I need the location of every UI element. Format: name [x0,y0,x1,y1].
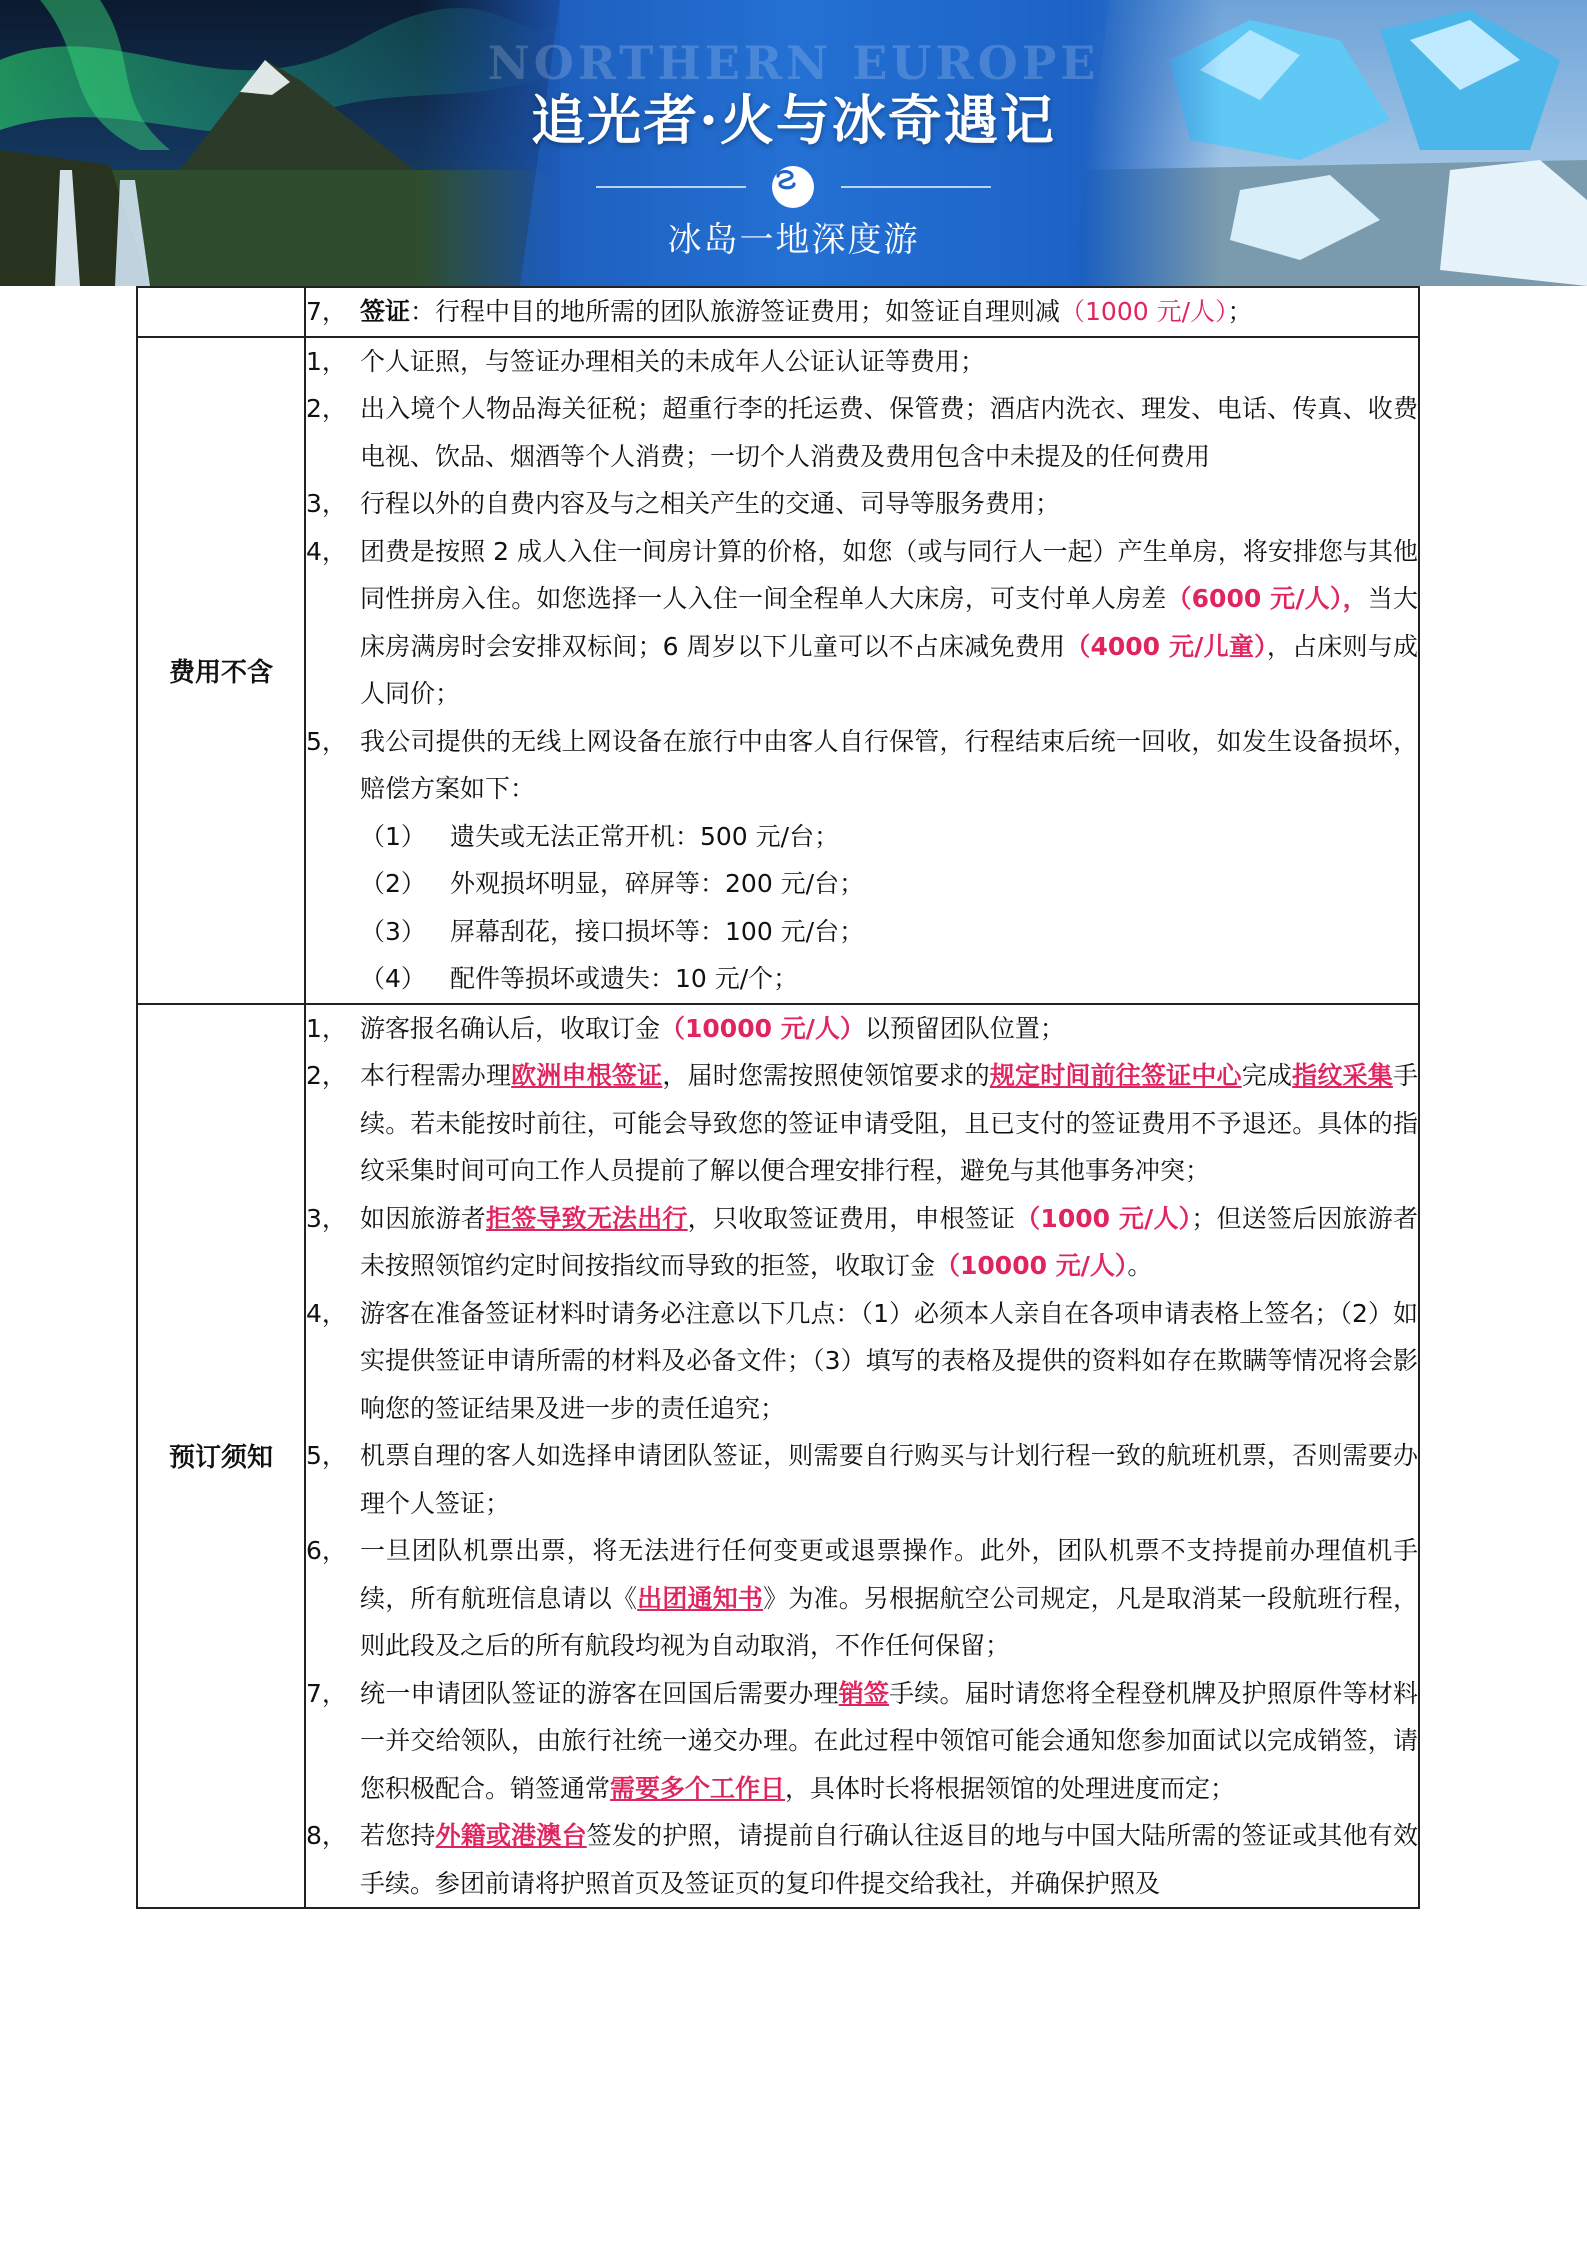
list-item [306,288,1418,336]
info-table-wrapper [136,286,1420,1909]
list-item [306,1527,1418,1670]
table-row-fees-excluded [137,337,1419,1004]
sub-item-text: 遗失或无法正常开机：500 元/台； [450,821,840,851]
logo-emblem-icon [772,166,814,208]
item-text: 签发的护照，请提前自行确认往返目的地与中国大陆所需的签证或其他有效手续。参团前请将护照首页及签证页的复印件提交给我社，并确保护照及 [360,1821,1418,1898]
row-content-fees-excluded [305,337,1419,1004]
item-number: 2， [306,394,347,423]
sub-item [306,955,1418,1003]
item-number: 1， [306,1013,347,1043]
banner-title: 追光者·火与冰奇遇记 [531,88,1056,152]
item-text: 统一申请团队签证的游客在回国后需要办理 [360,1678,839,1708]
item-text: 完成 [1241,1061,1293,1090]
sub-item-text: 配件等损坏或遗失：10 元/个； [450,964,799,993]
sub-item-number: （2） [360,869,426,898]
sub-item [306,908,1418,956]
list-item [306,1670,1418,1813]
item-text: 我公司提供的无线上网设备在旅行中由客人自行保管，行程结束后统一回收，如发生设备损坏，赔偿方案如下： [360,726,1418,803]
item-highlight: 拒签导致无法出行 [486,1203,688,1233]
banner-rule-right [841,186,991,188]
sub-item-number: （1） [360,821,426,851]
item-text: 出入境个人物品海关征税；超重行李的托运费、保管费；酒店内洗衣、理发、电话、传真、收费电视、饮品、烟酒等个人消费；一切个人消费及费用包含中未提及的任何费用 [360,394,1418,471]
item-number: 3， [306,489,347,518]
item-text: 个人证照，与签证办理相关的未成年人公证认证等费用； [360,346,986,376]
item-text: 手续。若未能按时前往，可能会导致您的签证申请受阻，且已支付的签证费用不予退还。具体的指纹采集时间可向工作人员提前了解以便合理安排行程，避免与其他事务冲突； [360,1061,1418,1185]
row-content-booking-notes [305,1004,1419,1909]
list-item [306,1812,1418,1907]
item-highlight: 出团通知书 [637,1583,764,1613]
table-row-booking-notes [137,1004,1419,1909]
item-highlight: （4000 元/儿童） [1065,631,1267,661]
item-text: ，具体时长将根据领馆的处理进度而定； [785,1773,1236,1803]
item-highlight: 规定时间前往签证中心 [989,1061,1242,1090]
item-highlight: 销签 [838,1678,890,1708]
sub-item [306,860,1418,908]
item-text: 游客在准备签证材料时请务必注意以下几点：（1）必须本人亲自在各项申请表格上签名；（2）如实提供签证申请所需的材料及必备文件；（3）填写的表格及提供的资料如存在欺瞒等情况将会影响您的签证结果及进一步的责任追究； [360,1298,1418,1423]
item-number: 5， [306,726,347,756]
row-label-fees-excluded: 费用不含 [137,337,305,1004]
item-number: 4， [306,1298,347,1328]
item-highlight: 外籍或港澳台 [435,1821,587,1850]
list-item [306,1432,1418,1527]
item-text: ，占床则与成人同价； [360,631,1418,708]
list-item [306,528,1418,718]
item-highlight: （10000 元/人） [935,1251,1128,1280]
item-number: 7， [306,1678,347,1708]
item-text: ；但送签后因旅游者未按照领馆约定时间按指纹而导致的拒签，收取订金 [360,1203,1418,1280]
list-item [306,1195,1418,1290]
row-content-continued [305,287,1419,337]
item-number: 4， [306,536,347,566]
item-number: 3， [306,1203,347,1233]
item-number: 1， [306,346,347,376]
item-highlight: 欧洲申根签证 [511,1061,663,1090]
item-text: 手续。届时请您将全程登机牌及护照原件等材料一并交给领队，由旅行社统一递交办理。在此过程中领馆可能会通知您参加面试以完成销签，请您积极配合。销签通常 [360,1678,1418,1803]
item-text: ，只收取签证费用，申根签证 [687,1203,1016,1233]
item-highlight: （10000 元/人） [660,1013,865,1043]
item-text: 若您持 [360,1821,436,1850]
item-text: 机票自理的客人如选择申请团队签证，则需要自行购买与计划行程一致的航班机票，否则需要办理个人签证； [360,1441,1418,1518]
item-text: ，届时您需按照使领馆要求的 [662,1061,990,1090]
list-item [306,1052,1418,1195]
item-highlight: （1000 元/人） [1060,297,1228,326]
item-text: 本行程需办理 [360,1061,512,1090]
item-number: 8， [306,1821,347,1850]
banner-subtitle: 冰岛一地深度游 [667,220,920,260]
banner-background-text: NORTHERN EUROPE [487,36,1100,90]
sub-item-number: （3） [360,916,426,946]
list-item [306,385,1418,480]
item-text: 以预留团队位置； [864,1013,1065,1043]
item-highlight: 指纹采集 [1292,1061,1393,1090]
item-text: 当大床房满房时会安排双标间；6 周岁以下儿童可以不占床减免费用 [360,584,1418,661]
item-text: 》为准。另根据航空公司规定，凡是取消某一段航班行程，则此段及之后的所有航段均视为自动取消，不作任何保留； [360,1583,1418,1660]
sub-item-text: 外观损坏明显，碎屏等：200 元/台； [450,869,865,898]
item-text: 。 [1127,1251,1153,1280]
info-table [136,286,1420,1909]
table-row-continued [137,287,1419,337]
item-keyword: 签证 [360,297,411,326]
list-item [306,338,1418,386]
item-text: 如因旅游者 [360,1203,487,1233]
list-item [306,718,1418,813]
sub-item [306,813,1418,861]
item-highlight: 需要多个工作日 [610,1773,786,1803]
item-text: ； [1227,297,1253,326]
sub-item-number: （4） [360,964,426,993]
item-number: 6， [306,1536,347,1565]
list-item [306,480,1418,528]
item-highlight: （1000 元/人） [1015,1203,1192,1233]
list-item [306,1005,1418,1053]
item-text: ：行程中目的地所需的团队旅游签证费用；如签证自理则减 [410,297,1061,326]
item-text: 行程以外的自费内容及与之相关产生的交通、司导等服务费用； [360,489,1061,518]
sub-item-text: 屏幕刮花，接口损坏等：100 元/台； [450,916,865,946]
list-item [306,1290,1418,1433]
row-label-booking-notes: 预订须知 [137,1004,305,1909]
item-number: 5， [306,1441,347,1470]
item-text: 一旦团队机票出票，将无法进行任何变更或退票操作。此外，团队机票不支持提前办理值机手续，所有航班信息请以《 [360,1536,1418,1613]
row-label-empty [137,287,305,337]
item-number: 7， [306,297,347,326]
item-highlight: （6000 元/人）， [1166,584,1368,613]
item-number: 2， [306,1061,347,1090]
header-banner [0,0,1587,286]
banner-rule-left [596,186,746,188]
item-text: 游客报名确认后，收取订金 [360,1013,661,1043]
item-text: 团费是按照 2 成人入住一间房计算的价格，如您（或与同行人一起）产生单房，将安排您与其他同性拼房入住。如您选择一人入住一间全程单人大床房，可支付单人房差 [360,536,1418,613]
